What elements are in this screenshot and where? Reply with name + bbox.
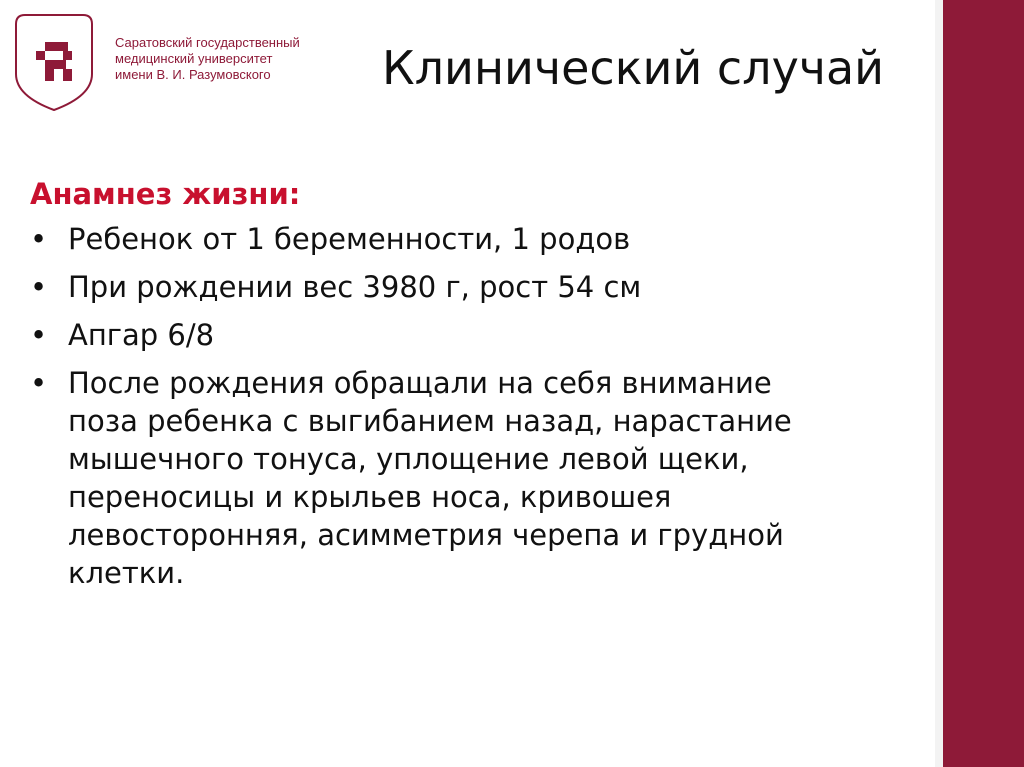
bullet-item [30, 220, 930, 258]
bullet-item [30, 364, 930, 592]
section-heading: Анамнез жизни: [30, 177, 301, 211]
bullet-icon: • [30, 318, 48, 352]
bullet-icon: • [30, 366, 48, 400]
bullet-text: При рождении вес 3980 г, рост 54 см [68, 270, 642, 304]
university-name-line: медицинский университет [115, 51, 273, 66]
bullet-text: переносицы и крыльев носа, кривошея [68, 480, 672, 514]
accent-band-edge [935, 0, 943, 767]
university-name [115, 35, 355, 83]
university-name-line: имени В. И. Разумовского [115, 67, 271, 82]
bullet-icon: • [30, 270, 48, 304]
bullet-text: клетки. [68, 556, 185, 590]
bullet-text: левосторонняя, асимметрия черепа и грудной [68, 518, 784, 552]
bullet-text: мышечного тонуса, уплощение левой щеки, [68, 442, 749, 476]
slide-content [30, 174, 930, 602]
bullet-item [30, 316, 930, 354]
bullet-list [30, 220, 930, 592]
university-name-line: Саратовский государственный [115, 35, 300, 50]
bullet-text: Апгар 6/8 [68, 318, 215, 352]
bullet-text: После рождения обращали на себя внимание [68, 366, 772, 400]
accent-band [943, 0, 1024, 767]
bullet-text: поза ребенка с выгибанием назад, нарастание [68, 404, 792, 438]
slide-title: Клинический случай [382, 41, 885, 95]
bullet-item [30, 268, 930, 306]
bullet-icon: • [30, 222, 48, 256]
university-logo-icon [15, 14, 93, 111]
bullet-text: Ребенок от 1 беременности, 1 родов [68, 222, 631, 256]
